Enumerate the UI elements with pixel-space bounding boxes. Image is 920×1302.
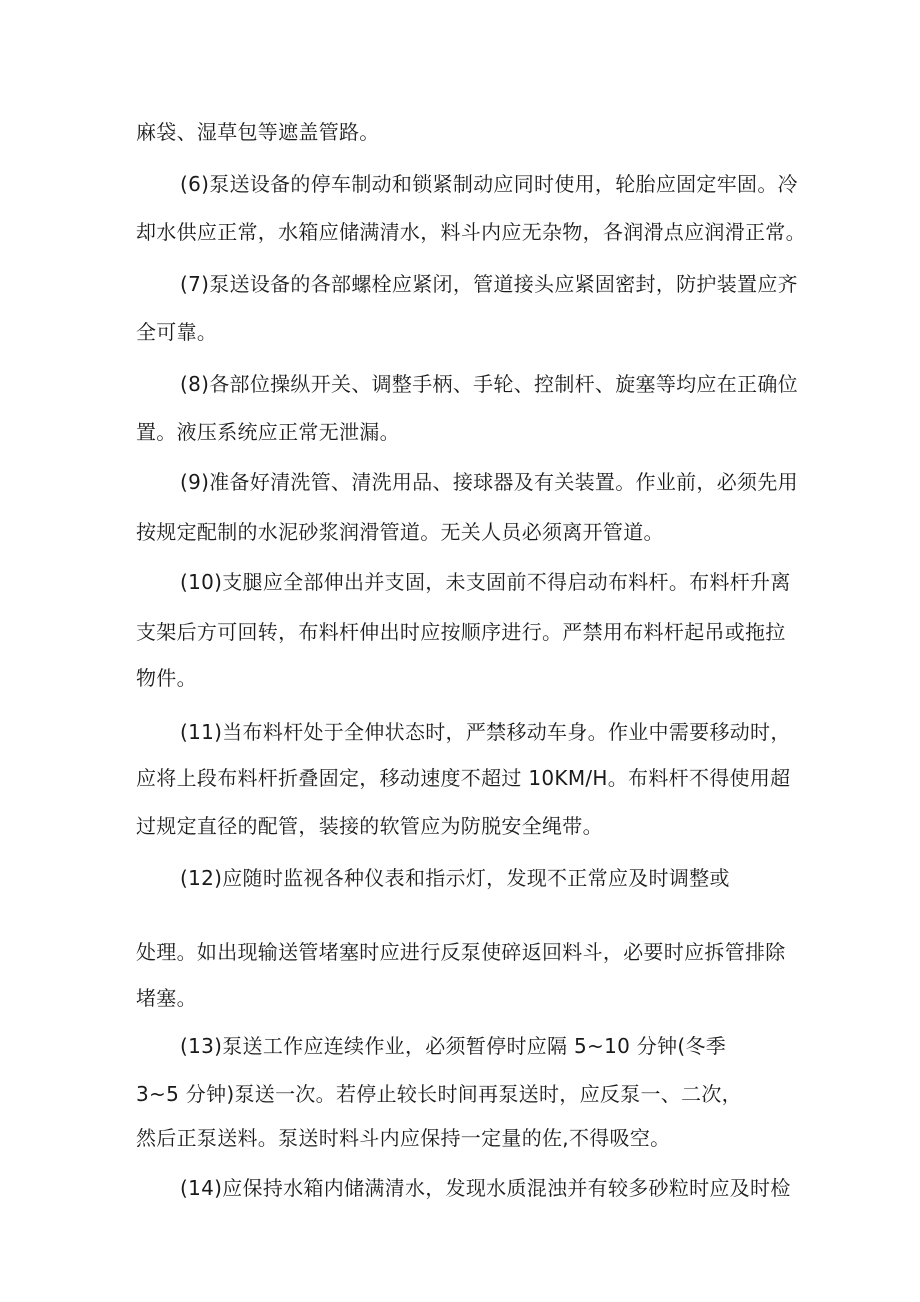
text-line: 处理。如出现输送管堵塞时应进行反泵使碎返回料斗，必要时应拆管排除 xyxy=(136,940,786,964)
text-line: 麻袋、湿草包等遮盖管路。 xyxy=(136,120,380,144)
text-line: (11)当布料杆处于全伸状态时，严禁移动车身。作业中需要移动时， xyxy=(180,720,791,744)
text-line: 物件。 xyxy=(136,666,197,690)
text-line: 然后正泵送料。泵送时料斗内应保持一定量的佐,不得吸空。 xyxy=(136,1126,671,1150)
text-line: (10)支腿应全部伸出并支固，未支固前不得启动布料杆。布料杆升离 xyxy=(180,570,791,594)
text-line: 支架后方可回转，布料杆伸出时应按顺序进行。严禁用布料杆起吊或拖拉 xyxy=(136,620,786,644)
text-line: (12)应随时监视各种仪表和指示灯，发现不正常应及时调整或 xyxy=(180,866,730,890)
text-line: (9)准备好清洗管、清洗用品、接球器及有关装置。作业前，必须先用 xyxy=(180,470,798,494)
text-line: (14)应保持水箱内储满清水，发现水质混浊并有较多砂粒时应及时检 xyxy=(180,1176,791,1200)
text-line: 堵塞。 xyxy=(136,986,197,1010)
text-line: (6)泵送设备的停车制动和锁紧制动应同时使用，轮胎应固定牢固。冷 xyxy=(180,172,798,196)
text-line: 全可靠。 xyxy=(136,320,218,344)
text-line: (13)泵送工作应连续作业，必须暂停时应隔 5~10 分钟(冬季 xyxy=(180,1034,727,1058)
text-line: 却水供应正常，水箱应储满清水，料斗内应无杂物，各润滑点应润滑正常。 xyxy=(136,220,806,244)
text-line: (8)各部位操纵开关、调整手柄、手轮、控制杆、旋塞等均应在正确位 xyxy=(180,372,798,396)
text-line: (7)泵送设备的各部螺栓应紧闭，管道接头应紧固密封，防护装置应齐 xyxy=(180,272,798,296)
text-line: 应将上段布料杆折叠固定，移动速度不超过 10KM/H。布料杆不得使用超 xyxy=(136,766,791,790)
text-line: 按规定配制的水泥砂浆润滑管道。无关人员必须离开管道。 xyxy=(136,520,664,544)
text-line: 过规定直径的配管，装接的软管应为防脱安全绳带。 xyxy=(136,814,603,838)
text-line: 置。液压系统应正常无泄漏。 xyxy=(136,420,400,444)
text-line: 3~5 分钟)泵送一次。若停止较长时间再泵送时，应反泵一、二次， xyxy=(136,1082,742,1106)
